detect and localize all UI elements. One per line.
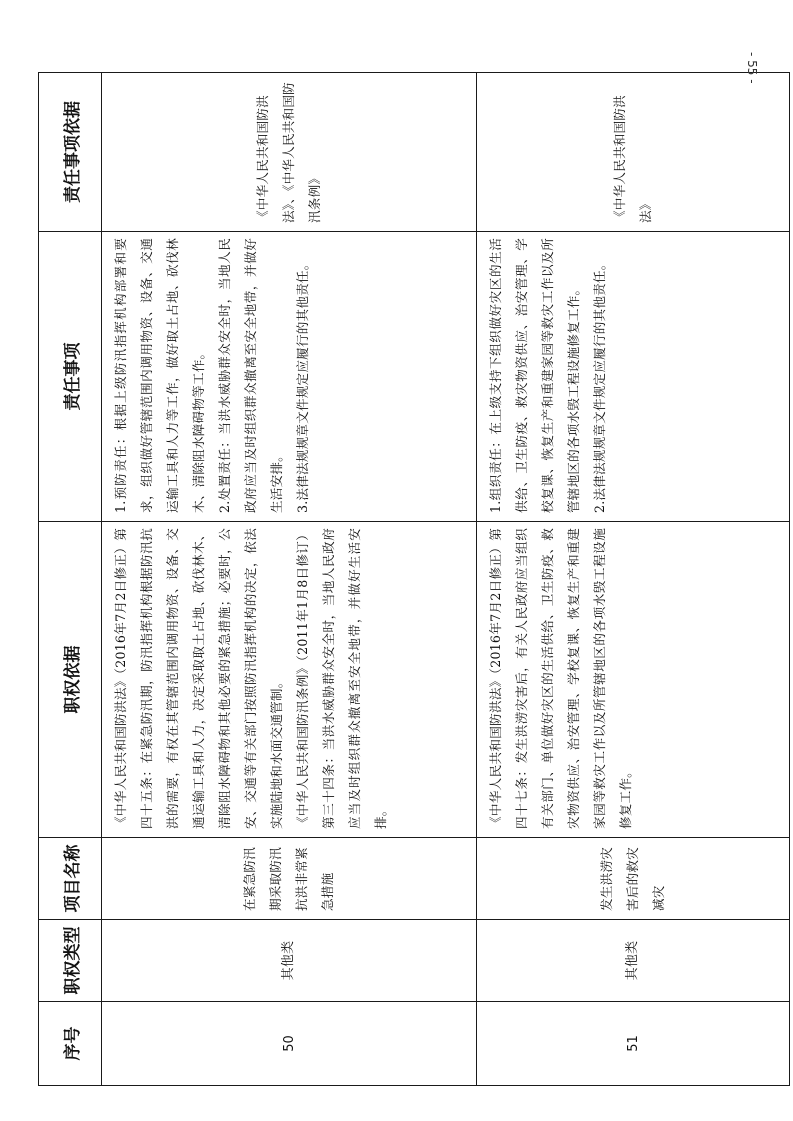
responsibilities xyxy=(102,232,477,522)
duty-item: 1.组织责任：在上级支持下组织做好灾区的生活供给、卫生防疫、救灾物资供应、治安管理、学校复课、恢复生产和重建家园等救灾工作以及所管辖地区的各项水毁工程设施修复工作。 xyxy=(488,238,581,513)
basis-paragraph: 《中华人民共和国防汛条例》（2011年1月8日修订）第三十四条：当洪水威胁群众安全时，当地人民政府应当及时组织群众撤离至安全地带，并做好生活安排。 xyxy=(295,528,388,829)
responsibility-table xyxy=(38,72,790,1086)
header-row xyxy=(39,73,102,1086)
header-power-basis: 职权依据 xyxy=(39,522,102,838)
duty-item: 3.法律法规规章文件规定应履行的其他责任。 xyxy=(295,257,310,513)
power-basis xyxy=(477,522,790,838)
responsibility-basis: 《中华人民共和国防洪法》 xyxy=(477,73,790,232)
power-type: 其他类 xyxy=(477,920,790,1002)
header-responsibilities: 责任事项 xyxy=(39,232,102,522)
basis-paragraph: 《中华人民共和国防洪法》（2016年7月2日修正）第四十五条：在紧急防汛期，防汛指挥机构根据防汛抗洪的需要，有权在其管辖范围内调用物资、设备、交通运输工具和人力，决定采取取土占地、砍伐林木、清除阻水障碍物和其他必要的紧急措施；必要时，公安、交通等有关部门按照防汛指挥机构的决定，依法实施陆地和水面交通管制。 xyxy=(113,528,284,829)
table-row xyxy=(477,73,790,1086)
page-number: - 55 - xyxy=(745,52,759,84)
duty-item: 2.处置责任：当洪水威胁群众安全时，当地人民政府应当及时组织群众撤离至安全地带，并做好生活安排。 xyxy=(217,238,284,513)
row-number: 50 xyxy=(102,1002,477,1086)
table-row xyxy=(102,73,477,1086)
duty-item: 2.法律法规规章文件规定应履行的其他责任。 xyxy=(592,257,607,513)
power-basis xyxy=(102,522,477,838)
header-responsibility-basis: 责任事项依据 xyxy=(39,73,102,232)
row-number: 51 xyxy=(477,1002,790,1086)
header-power-type: 职权类型 xyxy=(39,920,102,1002)
basis-paragraph: 《中华人民共和国防洪法》（2016年7月2日修正）第四十七条：发生洪涝灾害后，有关人民政府应当组织有关部门、单位做好灾区的生活供给、卫生防疫、救灾物资供应、治安管理、学校复课、恢复生产和重建家园等救灾工作以及所管辖地区的各项水毁工程设施修复工作。 xyxy=(488,528,633,829)
duty-item: 1.预防责任：根据上级防汛指挥机构部署和要求，组织做好管辖范围内调用物资、设备、交通运输工具和人力等工作，做好取土占地、砍伐林木、清除阻水障碍物等工作。 xyxy=(113,238,206,513)
responsibilities xyxy=(477,232,790,522)
power-type: 其他类 xyxy=(102,920,477,1002)
rotated-table-frame xyxy=(38,73,788,1086)
responsibility-basis: 《中华人民共和国防洪法》、《中华人民共和国防汛条例》 xyxy=(102,73,477,232)
item-name: 在紧急防汛期采取防汛抗洪非常紧急措施 xyxy=(102,838,477,920)
header-seq: 序号 xyxy=(39,1002,102,1086)
header-item-name: 项目名称 xyxy=(39,838,102,920)
item-name: 发生洪涝灾害后的救灾减灾 xyxy=(477,838,790,920)
